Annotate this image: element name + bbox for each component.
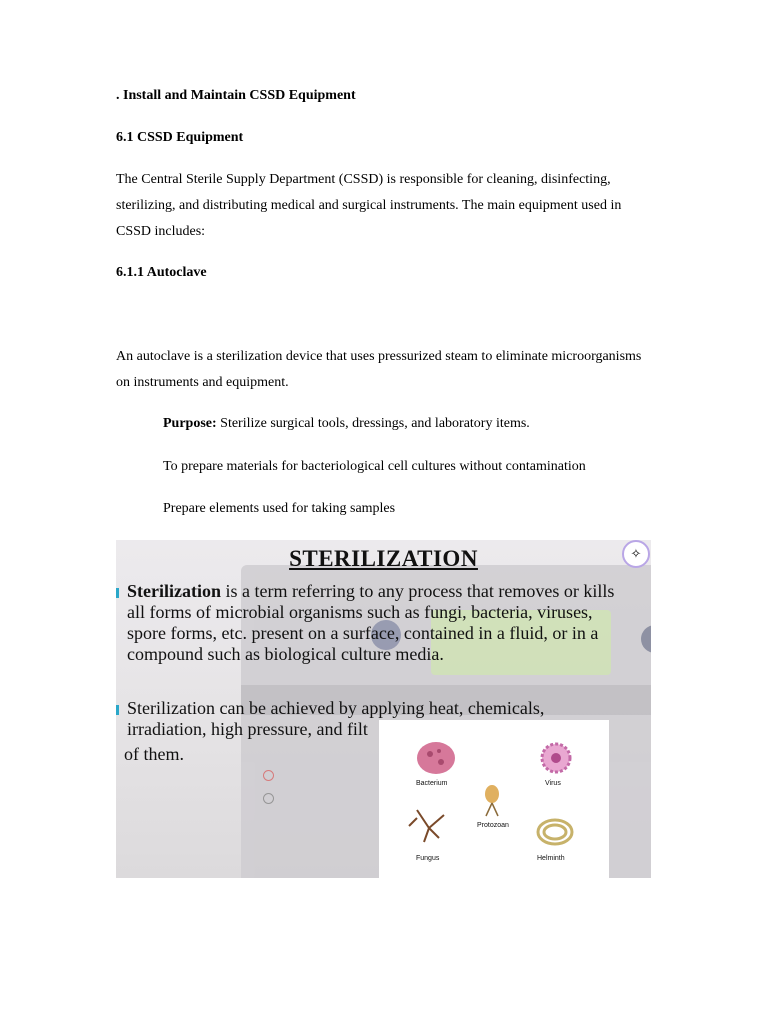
bullet2-line: Sterilization can be achieved by applying heat, chemicals, — [127, 698, 545, 718]
organism-label: Bacterium — [416, 780, 448, 787]
organism-label: Helminth — [537, 855, 565, 862]
knob — [641, 625, 651, 653]
bacterium-icon — [417, 742, 455, 774]
bullet1-bold: Sterilization — [127, 581, 221, 601]
purpose-text: Sterilize surgical tools, dressings, and laboratory items. — [216, 416, 530, 431]
section-heading: 6.1 CSSD Equipment — [116, 130, 244, 145]
bullet-marker — [116, 588, 119, 598]
organisms-inset — [379, 720, 609, 878]
sterilization-figure — [116, 540, 651, 878]
bullet1-line: all forms of microbial organisms such as fungi, bacteria, viruses, — [127, 602, 593, 622]
bullet1-line: Sterilization is a term referring to any process that removes or kills — [127, 581, 615, 601]
subsection-heading: 6.1.1 Autoclave — [116, 265, 207, 280]
helminth-icon — [538, 820, 572, 844]
bullet-marker — [116, 705, 119, 715]
protozoan-icon — [485, 785, 499, 816]
organisms-illustration — [379, 720, 609, 878]
bullet1-line: compound such as biological culture media. — [127, 644, 444, 664]
organism-label: Protozoan — [477, 822, 509, 829]
intro-paragraph: The Central Sterile Supply Department (CSSD) is responsible for cleaning, disinfecting, sterilizing, and distributing medical and surgical instruments. The main equipment used in CSSD includes: — [116, 172, 622, 239]
virus-icon — [542, 744, 570, 772]
indicator-dot — [263, 770, 274, 781]
bullet1-line: spore forms, etc. present on a surface, contained in a fluid, or in a — [127, 623, 599, 643]
organism-label: Fungus — [416, 855, 440, 862]
autoclave-paragraph: An autoclave is a sterilization device that uses pressurized steam to eliminate microorganisms on instruments and equipment. — [116, 349, 642, 390]
sparkle-icon[interactable]: ✧ — [622, 540, 650, 568]
purpose-label: Purpose: — [163, 416, 217, 431]
purpose-line — [163, 416, 530, 432]
indicator-dot — [263, 793, 274, 804]
main-heading: . Install and Maintain CSSD Equipment — [116, 88, 356, 103]
fungus-icon — [409, 810, 444, 842]
bullet2-line: irradiation, high pressure, and filt — [127, 719, 368, 739]
organism-label: Virus — [545, 780, 561, 787]
figure-title: STERILIZATION — [289, 546, 478, 571]
list-item: To prepare materials for bacteriological cell cultures without contamination — [163, 459, 586, 474]
bullet2-line: of them. — [124, 744, 184, 764]
list-item: Prepare elements used for taking samples — [163, 501, 396, 516]
